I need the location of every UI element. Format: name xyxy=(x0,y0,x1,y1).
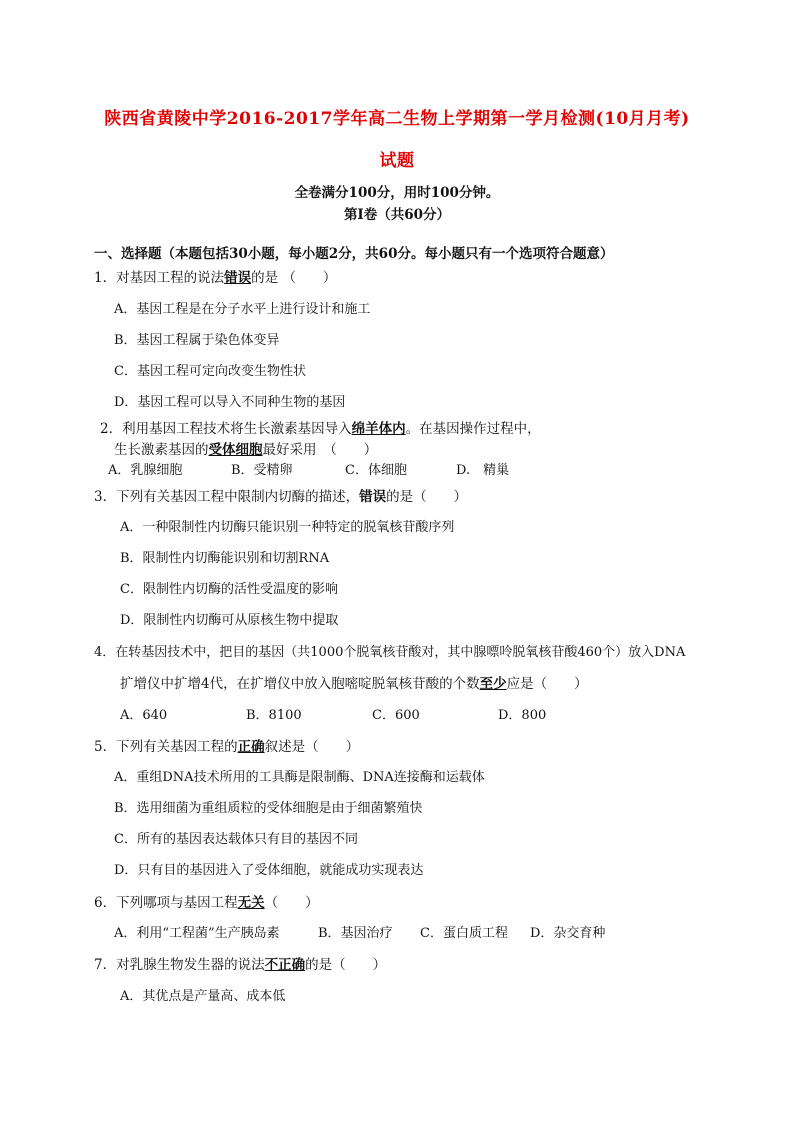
part-title: 第Ⅰ卷（共60分） xyxy=(343,207,451,223)
question-2-stem-line1 xyxy=(100,417,541,437)
question-5-option-d: D．只有目的基因进入了受体细胞，就能成功实现表达 xyxy=(114,863,424,878)
question-5-option-a: A．重组DNA技术所用的工具酶是限制酶、DNA连接酶和运载体 xyxy=(114,770,485,785)
question-1-option-b: B．基因工程属于染色体变异 xyxy=(114,333,280,348)
question-4-stem2-pre: 扩增仪中扩增4代，在扩增仪中放入胞嘧啶脱氧核苷酸的个数 xyxy=(120,676,480,692)
question-5-keyword: 正确 xyxy=(237,739,265,755)
question-1-stem xyxy=(94,266,336,286)
question-7-stem-pre: 7．对乳腺生物发生器的说法 xyxy=(94,957,265,973)
question-6-option-d: D．杂交育种 xyxy=(530,926,606,941)
question-2-stem2-pre: 生长激素基因的 xyxy=(114,442,209,458)
question-3-option-d: D．限制性内切酶可从原核生物中提取 xyxy=(120,613,339,628)
question-4-option-d: D．800 xyxy=(498,708,547,723)
question-2-option-b: B．受精卵 xyxy=(231,463,293,478)
question-5-stem xyxy=(94,735,359,755)
question-2-stem-line2 xyxy=(114,438,377,458)
question-5-stem-post: 叙述是（ ） xyxy=(264,739,360,755)
question-4-stem-line2 xyxy=(120,672,588,692)
question-3-stem xyxy=(94,485,467,505)
question-6-stem xyxy=(94,891,319,911)
question-2-stem1-pre: 2．利用基因工程技术将生长激素基因导入 xyxy=(100,421,352,437)
question-6-keyword: 无关 xyxy=(237,895,265,911)
question-4-option-a: A．640 xyxy=(120,708,168,723)
question-6-option-b: B．基因治疗 xyxy=(318,926,393,941)
question-6-stem-post: （ ） xyxy=(264,895,319,911)
question-5-option-b: B．选用细菌为重组质粒的受体细胞是由于细菌繁殖快 xyxy=(114,801,423,816)
question-4-option-b: B．8100 xyxy=(246,708,302,723)
question-7-stem-post: 的是（ ） xyxy=(305,957,387,973)
exam-title: 陕西省黄陵中学2016-2017学年高二生物上学期第一学月检测(10月月考) xyxy=(104,109,690,129)
question-6-option-a: A．利用“工程菌”生产胰岛素 xyxy=(114,926,280,941)
question-5-option-c: C．所有的基因表达载体只有目的基因不同 xyxy=(114,832,358,847)
question-2-option-a: A．乳腺细胞 xyxy=(108,463,183,478)
question-6-option-c: C．蛋白质工程 xyxy=(420,926,508,941)
question-2-stem2-post: 最好采用 （ ） xyxy=(262,442,378,458)
score-info: 全卷满分100分，用时100分钟。 xyxy=(294,185,500,201)
question-3-option-b: B．限制性内切酶能识别和切割RNA xyxy=(120,551,330,566)
question-7-option-a: A．其优点是产量高、成本低 xyxy=(120,989,286,1004)
question-2-keyword-2: 受体细胞 xyxy=(208,442,263,458)
question-4-stem-line1: 4．在转基因技术中，把目的基因（共1000个脱氧核苷酸对，其中腺嘌呤脱氧核苷酸460个）放入DNA xyxy=(94,645,686,660)
question-1-stem-post: 的是 （ ） xyxy=(251,270,337,286)
question-1-option-d: D．基因工程可以导入不同种生物的基因 xyxy=(114,395,346,410)
question-2-option-c: C．体细胞 xyxy=(345,463,407,478)
section-heading: 一、选择题（本题包括30小题，每小题2分，共60分。每小题只有一个选项符合题意） xyxy=(94,246,614,262)
question-1-option-c: C．基因工程可定向改变生物性状 xyxy=(114,364,306,379)
question-5-stem-pre: 5．下列有关基因工程的 xyxy=(94,739,238,755)
question-7-keyword: 不正确 xyxy=(264,957,306,973)
question-7-stem xyxy=(94,953,386,973)
question-2-stem1-post: 。在基因操作过程中， xyxy=(405,421,541,437)
question-1-keyword: 错误 xyxy=(224,270,252,286)
question-1-option-a: A．基因工程是在分子水平上进行设计和施工 xyxy=(114,302,371,317)
question-6-stem-pre: 6．下列哪项与基因工程 xyxy=(94,895,238,911)
question-3-option-c: C．限制性内切酶的活性受温度的影响 xyxy=(120,582,338,597)
question-3-option-a: A．一种限制性内切酶只能识别一种特定的脱氧核苷酸序列 xyxy=(120,520,455,535)
question-3-stem-post: 的是（ ） xyxy=(386,489,468,505)
exam-title-continued: 试题 xyxy=(379,151,415,171)
question-4-keyword: 至少 xyxy=(479,676,507,692)
question-2-keyword-1: 绵羊体内 xyxy=(351,421,406,437)
question-3-stem-pre: 3．下列有关基因工程中限制内切酶的描述， xyxy=(94,489,360,505)
question-4-option-c: C．600 xyxy=(372,708,420,723)
question-2-option-d: D. 精巢 xyxy=(456,463,510,478)
question-4-stem2-post: 应是（ ） xyxy=(506,676,588,692)
question-3-keyword: 错误 xyxy=(359,489,387,505)
question-1-stem-pre: 1．对基因工程的说法 xyxy=(94,270,225,286)
